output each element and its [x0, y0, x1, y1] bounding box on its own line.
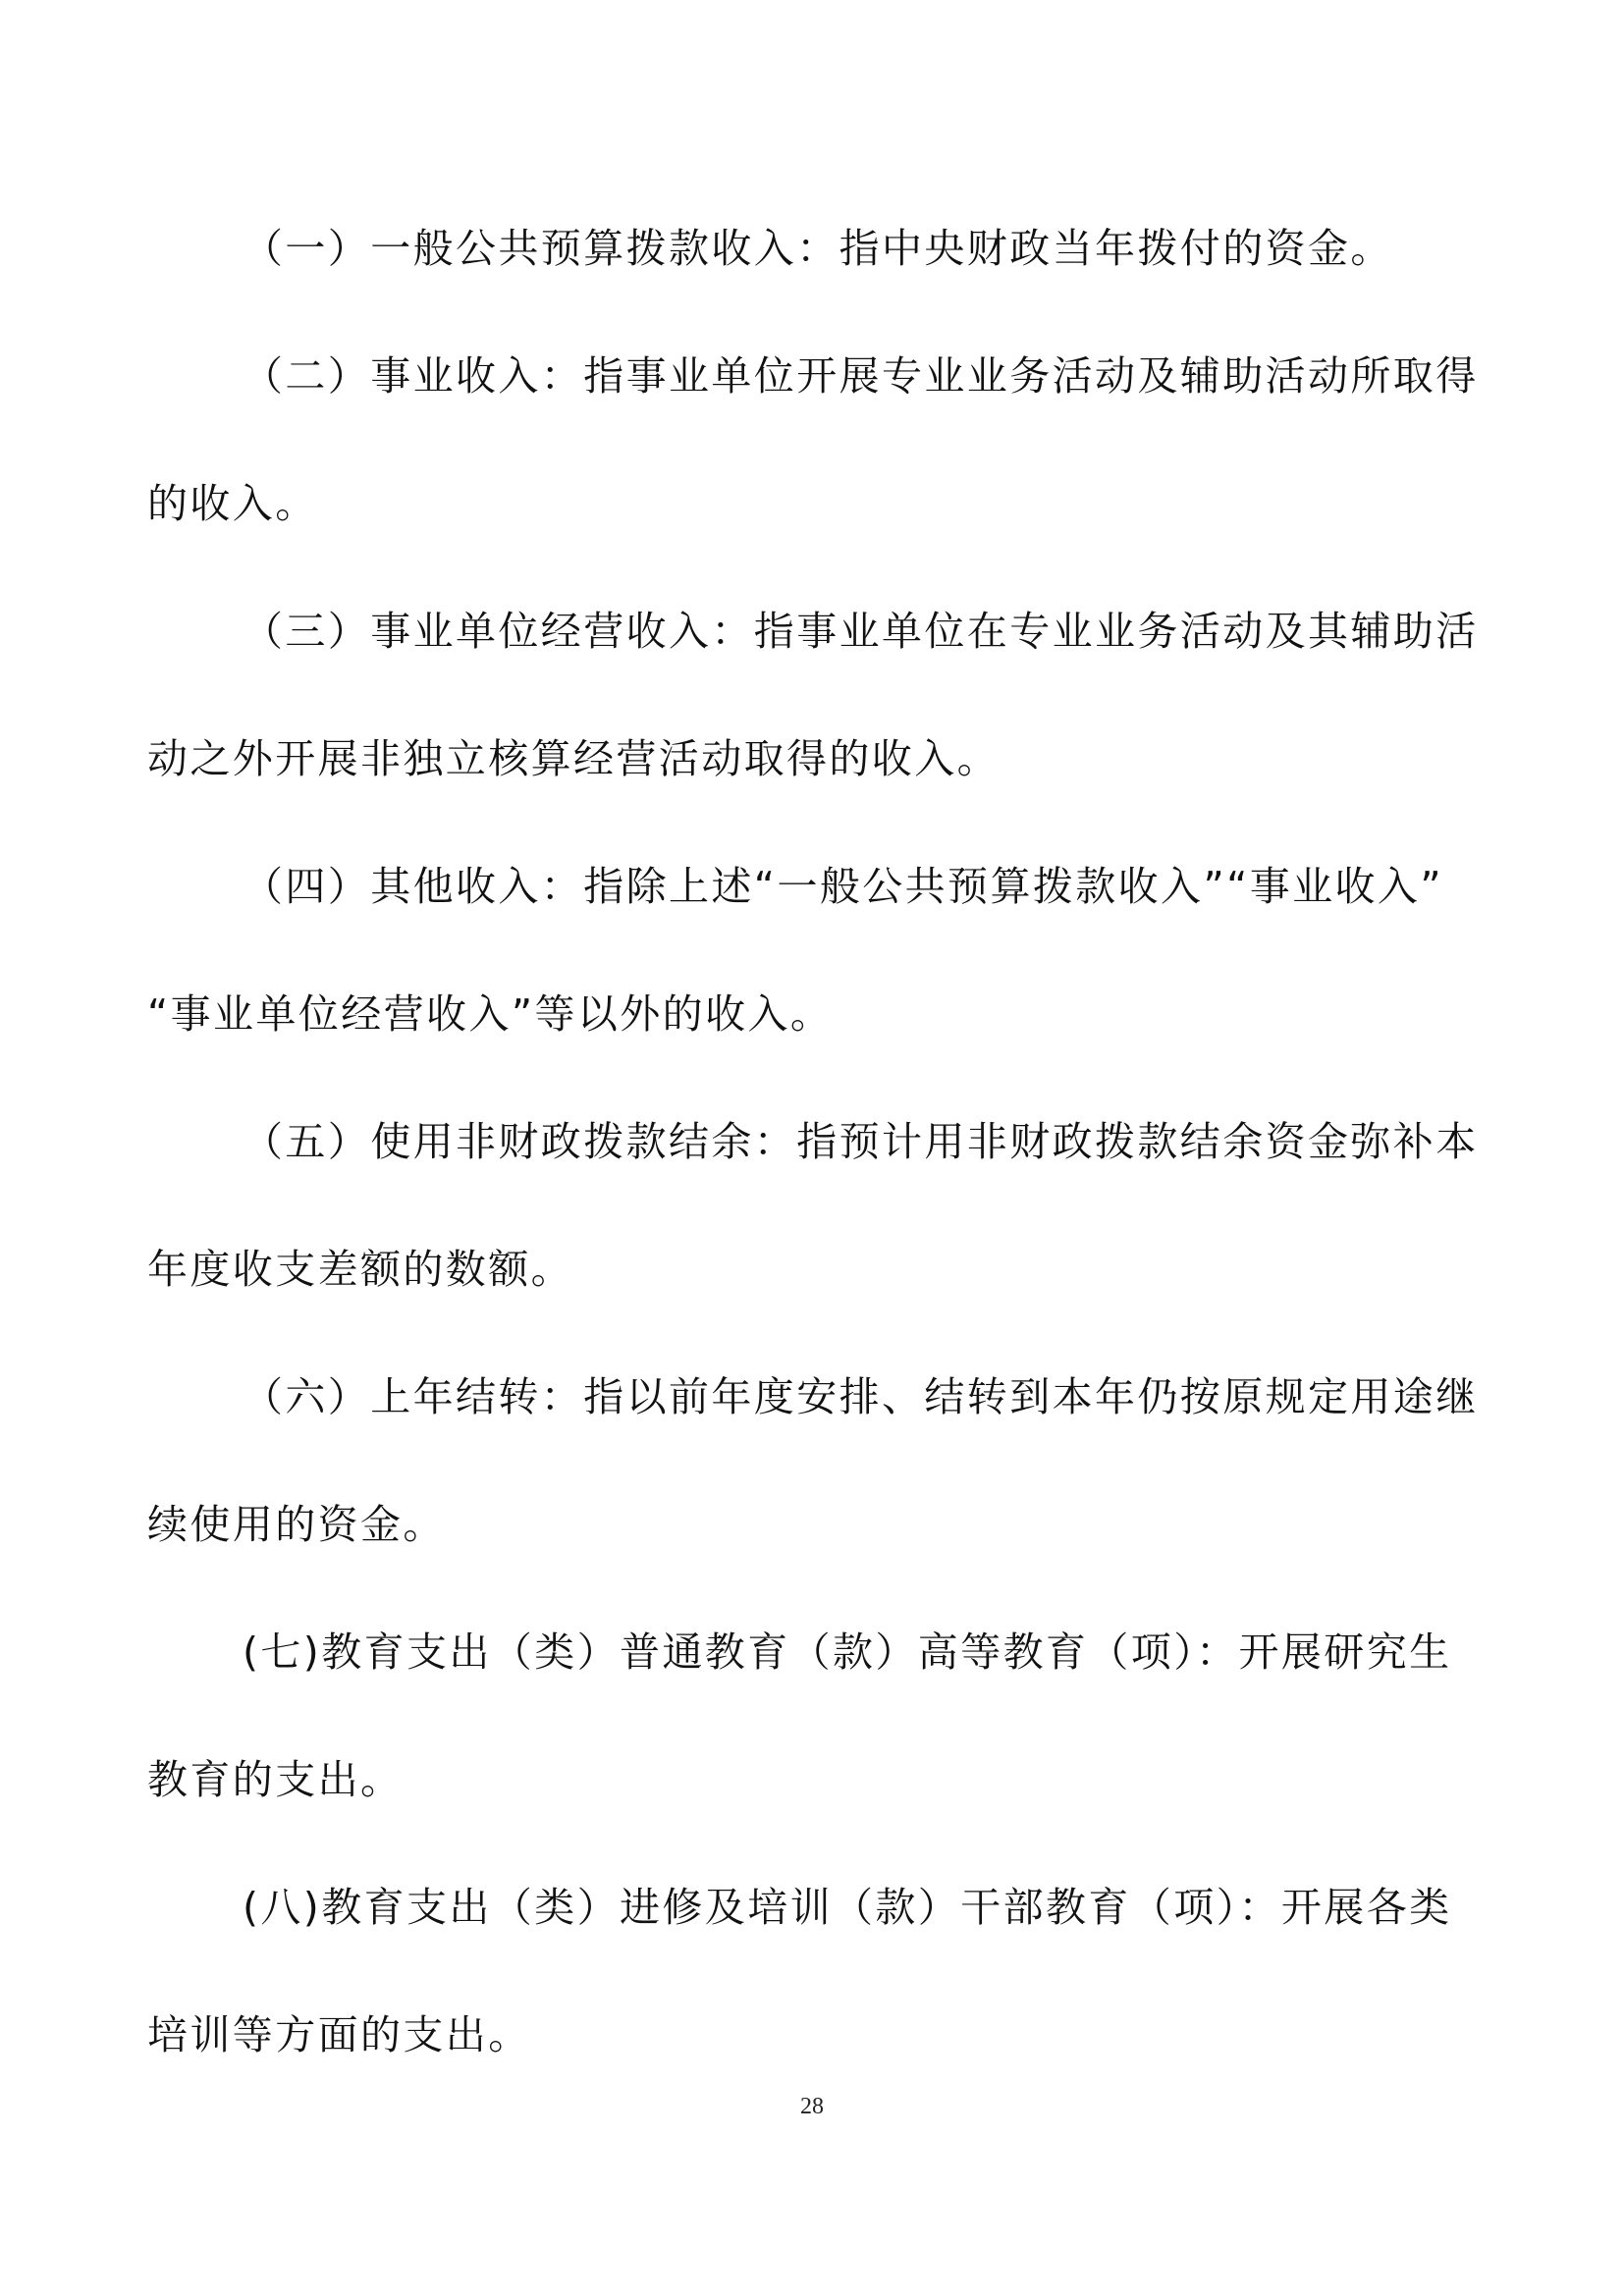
paragraph-5-line-2 [0, 1240, 1624, 1299]
text-line: 续使用的资金。 [147, 1501, 446, 1548]
text-line: （六）上年结转：指以前年度安排、结转到本年仍按原规定用途继 [243, 1373, 1479, 1420]
text-line: 培训等方面的支出。 [147, 2011, 531, 2058]
paragraph-3-line-1 [0, 602, 1624, 661]
paragraph-7-line-2 [0, 1750, 1624, 1809]
paragraph-2-line-2 [0, 474, 1624, 533]
text-line: （五）使用非财政拨款结余：指预计用非财政拨款结余资金弥补本 [243, 1118, 1479, 1165]
text-line: 的收入。 [147, 480, 318, 527]
paragraph-2-line-1 [0, 347, 1624, 405]
paragraph-1-line-1 [0, 219, 1624, 278]
page-number: 28 [800, 2094, 824, 2119]
paragraph-5-line-1 [0, 1112, 1624, 1171]
paragraph-6-line-2 [0, 1495, 1624, 1554]
paragraph-8-line-1 [0, 1878, 1624, 1937]
text-line: “事业单位经营收入”等以外的收入。 [147, 990, 834, 1038]
paragraph-3-line-2 [0, 729, 1624, 788]
text-line: (七)教育支出（类）普通教育（款）高等教育（项）：开展研究生 [243, 1629, 1452, 1676]
text-line: （三）事业单位经营收入：指事业单位在专业业务活动及其辅助活 [243, 608, 1479, 655]
paragraph-8-line-2 [0, 2005, 1624, 2064]
paragraph-4-line-2 [0, 985, 1624, 1043]
text-line: (八)教育支出（类）进修及培训（款）干部教育（项）：开展各类 [243, 1884, 1452, 1931]
paragraph-6-line-1 [0, 1367, 1624, 1426]
text-line: （一）一般公共预算拨款收入：指中央财政当年拨付的资金。 [243, 225, 1393, 272]
text-line: 年度收支差额的数额。 [147, 1246, 573, 1293]
text-line: 教育的支出。 [147, 1756, 404, 1803]
paragraph-4-line-1 [0, 857, 1624, 916]
text-line: （四）其他收入：指除上述“一般公共预算拨款收入”“事业收入” [243, 863, 1443, 910]
text-line: （二）事业收入：指事业单位开展专业业务活动及辅助活动所取得 [243, 352, 1479, 400]
text-line: 动之外开展非独立核算经营活动取得的收入。 [147, 735, 1000, 782]
paragraph-7-line-1 [0, 1623, 1624, 1682]
